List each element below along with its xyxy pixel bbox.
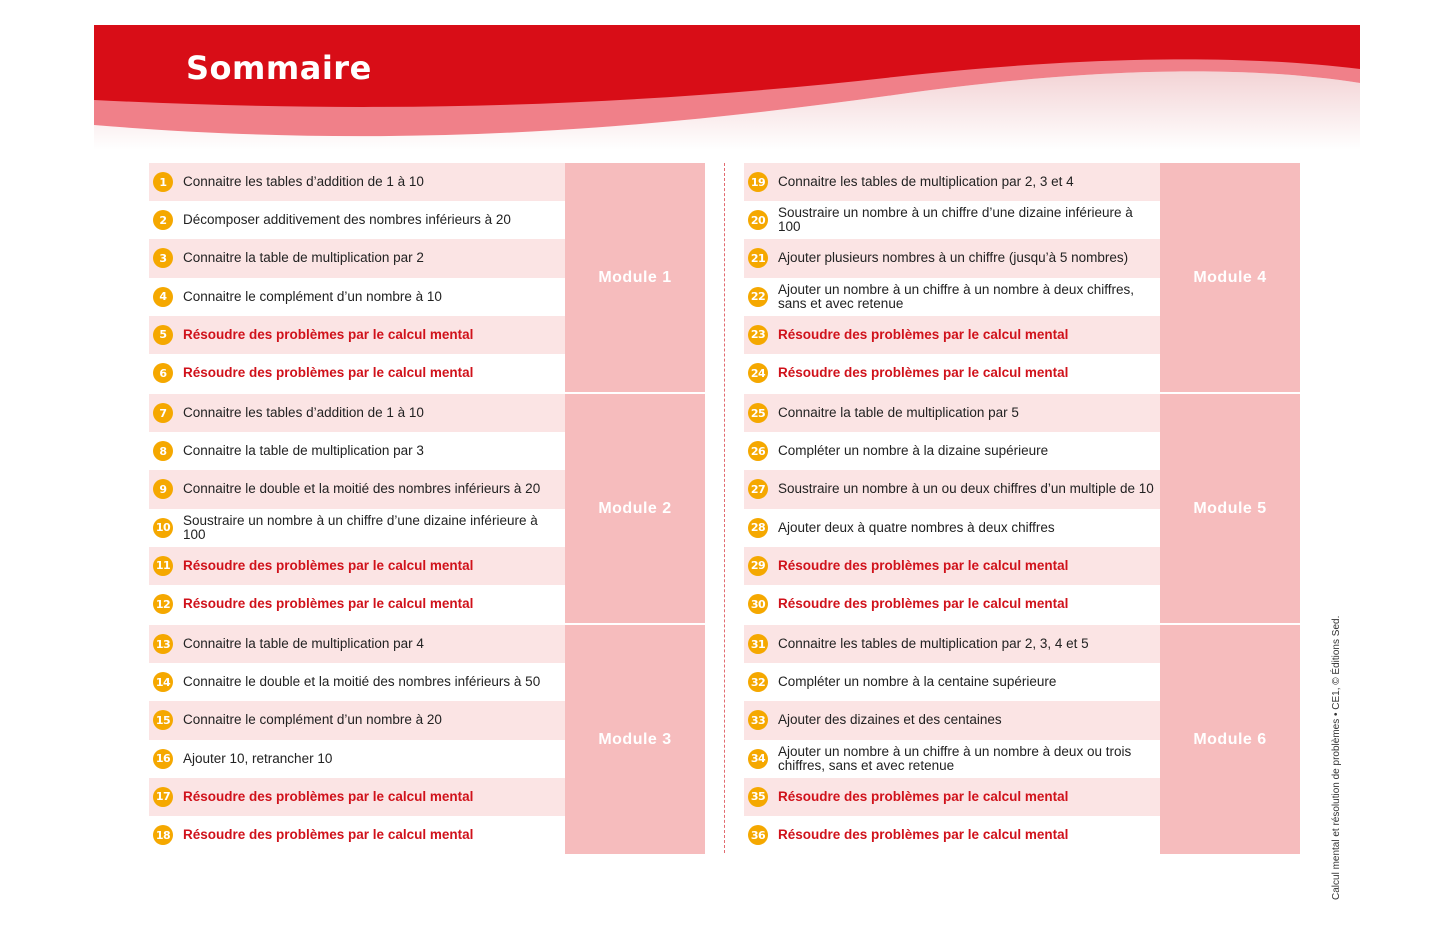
left-column <box>149 163 705 856</box>
lesson-title: Compléter un nombre à la centaine supérieure <box>778 674 1057 690</box>
lesson-title: Résoudre des problèmes par le calcul mental <box>183 365 474 381</box>
lesson-number-badge: 32 <box>748 672 768 692</box>
lesson-row <box>744 394 1160 432</box>
lesson-row <box>149 278 565 316</box>
module-block <box>744 625 1300 854</box>
lesson-number-badge: 6 <box>153 363 173 383</box>
lesson-title: Connaitre le double et la moitié des nombres inférieurs à 50 <box>183 674 541 690</box>
module-label: Module 4 <box>1193 268 1267 286</box>
lesson-number-badge: 33 <box>748 710 768 730</box>
lesson-title: Connaitre la table de multiplication par 3 <box>183 443 424 459</box>
lesson-row <box>744 816 1160 854</box>
lesson-title: Résoudre des problèmes par le calcul mental <box>778 365 1069 381</box>
lesson-title: Ajouter 10, retrancher 10 <box>183 750 333 766</box>
lesson-title: Connaitre les tables d’addition de 1 à 10 <box>183 405 424 421</box>
lesson-row <box>149 239 565 277</box>
lesson-title: Résoudre des problèmes par le calcul mental <box>778 557 1069 573</box>
lesson-number-badge: 18 <box>153 825 173 845</box>
lesson-number-badge: 24 <box>748 363 768 383</box>
lesson-number-badge: 26 <box>748 441 768 461</box>
lesson-row <box>149 663 565 701</box>
lesson-number-badge: 19 <box>748 172 768 192</box>
lesson-number-badge: 14 <box>153 672 173 692</box>
lesson-row <box>744 509 1160 547</box>
lesson-title: Résoudre des problèmes par le calcul mental <box>183 827 474 843</box>
lesson-title: Ajouter deux à quatre nombres à deux chiffres <box>778 519 1055 535</box>
module-block <box>149 163 705 392</box>
lesson-row <box>744 740 1160 778</box>
lesson-title: Connaitre le complément d’un nombre à 10 <box>183 288 442 304</box>
lesson-title: Soustraire un nombre à un ou deux chiffres d’un multiple de 10 <box>778 481 1154 497</box>
lesson-title: Résoudre des problèmes par le calcul mental <box>778 788 1069 804</box>
module-label-box <box>565 394 705 623</box>
lesson-number-badge: 13 <box>153 634 173 654</box>
module-label-box <box>565 163 705 392</box>
lesson-row <box>149 432 565 470</box>
module-label: Module 3 <box>598 730 672 748</box>
lesson-number-badge: 3 <box>153 248 173 268</box>
lesson-row <box>149 470 565 508</box>
lesson-number-badge: 4 <box>153 287 173 307</box>
module-block <box>744 394 1300 623</box>
module-label-box <box>1160 394 1300 623</box>
column-divider <box>724 163 725 853</box>
lesson-row <box>744 547 1160 585</box>
module-label: Module 1 <box>598 268 672 286</box>
lesson-title: Ajouter un nombre à un chiffre à un nombre à deux ou trois chiffres, sans et avec retenue <box>778 743 1132 773</box>
lesson-number-badge: 15 <box>153 710 173 730</box>
lesson-number-badge: 9 <box>153 479 173 499</box>
lesson-number-badge: 35 <box>748 787 768 807</box>
lesson-title: Résoudre des problèmes par le calcul mental <box>778 596 1069 612</box>
lesson-title: Ajouter un nombre à un chiffre à un nombre à deux chiffres, sans et avec retenue <box>778 281 1134 311</box>
lesson-number-badge: 2 <box>153 210 173 230</box>
lesson-number-badge: 16 <box>153 749 173 769</box>
lesson-row <box>149 778 565 816</box>
lesson-title: Ajouter des dizaines et des centaines <box>778 712 1002 728</box>
lesson-row <box>744 239 1160 277</box>
lesson-number-badge: 7 <box>153 403 173 423</box>
lesson-row <box>744 663 1160 701</box>
lesson-row <box>149 201 565 239</box>
lesson-number-badge: 20 <box>748 210 768 230</box>
lesson-row <box>744 201 1160 239</box>
lesson-row <box>149 585 565 623</box>
lesson-row <box>744 432 1160 470</box>
lesson-number-badge: 21 <box>748 248 768 268</box>
module-block <box>149 394 705 623</box>
lesson-title: Résoudre des problèmes par le calcul mental <box>183 326 474 342</box>
lesson-title: Connaitre la table de multiplication par 4 <box>183 636 424 652</box>
module-label-box <box>1160 625 1300 854</box>
lesson-row <box>744 278 1160 316</box>
lesson-row <box>744 470 1160 508</box>
header-banner <box>94 25 1360 150</box>
module-block <box>149 625 705 854</box>
lesson-number-badge: 10 <box>153 518 173 538</box>
lesson-row <box>149 625 565 663</box>
module-label: Module 6 <box>1193 730 1267 748</box>
lesson-number-badge: 22 <box>748 287 768 307</box>
lesson-title: Connaitre le complément d’un nombre à 20 <box>183 712 442 728</box>
lesson-title: Soustraire un nombre à un chiffre d’une dizaine inférieure à 100 <box>183 512 538 542</box>
lesson-list <box>149 625 565 854</box>
module-block <box>744 163 1300 392</box>
lesson-title: Connaitre le double et la moitié des nombres inférieurs à 20 <box>183 481 541 497</box>
lesson-row <box>744 585 1160 623</box>
lesson-number-badge: 30 <box>748 594 768 614</box>
right-column <box>744 163 1300 856</box>
lesson-title: Connaitre la table de multiplication par 5 <box>778 405 1019 421</box>
page-title: Sommaire <box>186 49 372 87</box>
lesson-number-badge: 25 <box>748 403 768 423</box>
lesson-number-badge: 34 <box>748 749 768 769</box>
lesson-number-badge: 12 <box>153 594 173 614</box>
lesson-number-badge: 5 <box>153 325 173 345</box>
lesson-title: Résoudre des problèmes par le calcul mental <box>183 596 474 612</box>
lesson-number-badge: 17 <box>153 787 173 807</box>
lesson-list <box>744 163 1160 392</box>
lesson-row <box>149 816 565 854</box>
lesson-title: Résoudre des problèmes par le calcul mental <box>183 557 474 573</box>
lesson-number-badge: 29 <box>748 556 768 576</box>
lesson-number-badge: 8 <box>153 441 173 461</box>
lesson-number-badge: 11 <box>153 556 173 576</box>
lesson-row <box>149 354 565 392</box>
lesson-row <box>149 394 565 432</box>
lesson-number-badge: 23 <box>748 325 768 345</box>
lesson-list <box>149 394 565 623</box>
module-label: Module 5 <box>1193 499 1267 517</box>
module-label-box <box>565 625 705 854</box>
lesson-row <box>149 547 565 585</box>
lesson-number-badge: 1 <box>153 172 173 192</box>
lesson-title: Résoudre des problèmes par le calcul mental <box>778 827 1069 843</box>
module-label: Module 2 <box>598 499 672 517</box>
lesson-title: Résoudre des problèmes par le calcul mental <box>183 788 474 804</box>
lesson-row <box>744 163 1160 201</box>
lesson-title: Décomposer additivement des nombres inférieurs à 20 <box>183 212 511 228</box>
lesson-title: Compléter un nombre à la dizaine supérieure <box>778 443 1049 459</box>
lesson-title: Connaitre les tables de multiplication par 2, 3, 4 et 5 <box>778 636 1089 652</box>
lesson-title: Connaitre les tables d’addition de 1 à 10 <box>183 174 424 190</box>
lesson-row <box>149 740 565 778</box>
lesson-row <box>744 701 1160 739</box>
lesson-number-badge: 27 <box>748 479 768 499</box>
lesson-title: Soustraire un nombre à un chiffre d’une dizaine inférieure à 100 <box>778 205 1133 235</box>
lesson-number-badge: 28 <box>748 518 768 538</box>
lesson-number-badge: 36 <box>748 825 768 845</box>
lesson-title: Connaitre la table de multiplication par 2 <box>183 250 424 266</box>
lesson-row <box>744 778 1160 816</box>
lesson-title: Connaitre les tables de multiplication par 2, 3 et 4 <box>778 174 1074 190</box>
lesson-list <box>744 625 1160 854</box>
lesson-number-badge: 31 <box>748 634 768 654</box>
lesson-list <box>744 394 1160 623</box>
lesson-row <box>744 625 1160 663</box>
lesson-row <box>149 316 565 354</box>
module-label-box <box>1160 163 1300 392</box>
lesson-title: Ajouter plusieurs nombres à un chiffre (jusqu’à 5 nombres) <box>778 250 1129 266</box>
lesson-row <box>744 354 1160 392</box>
lesson-list <box>149 163 565 392</box>
lesson-row <box>149 701 565 739</box>
lesson-title: Résoudre des problèmes par le calcul mental <box>778 326 1069 342</box>
copyright-credit: Calcul mental et résolution de problèmes • CE1, © Éditions Sed. <box>1331 615 1342 900</box>
lesson-row <box>744 316 1160 354</box>
lesson-row <box>149 509 565 547</box>
lesson-row <box>149 163 565 201</box>
